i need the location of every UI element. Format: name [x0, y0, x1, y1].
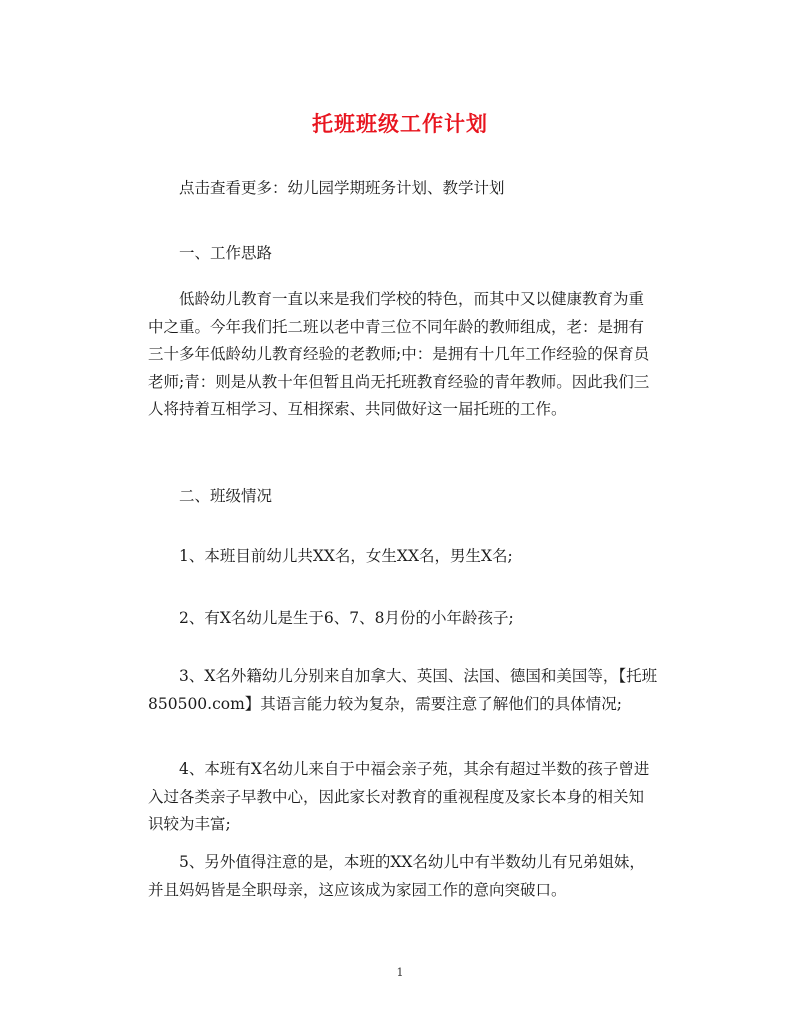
list-item-5: 5、另外值得注意的是，本班的XX名幼儿中有半数幼儿有兄弟姐妹，并且妈妈皆是全职母亲，这应该成为家园工作的意向突破口。	[148, 853, 645, 899]
document-title: 托班班级工作计划	[312, 111, 488, 136]
section2-heading: 二、班级情况	[179, 487, 273, 505]
list-item-3: 3、X名外籍幼儿分别来自加拿大、英国、法国、德国和美国等，【托班850500.com】其语言能力较为复杂，需要注意了解他们的具体情况;	[148, 667, 658, 713]
list-item-4: 4、本班有X名幼儿来自于中福会亲子苑，其余有超过半数的孩子曾进入过各类亲子早教中心，因此家长对教育的重视程度及家长本身的相关知识较为丰富;	[148, 760, 650, 833]
section1-body: 低龄幼儿教育一直以来是我们学校的特色，而其中又以健康教育为重中之重。今年我们托二班以老中青三位不同年龄的教师组成，老：是拥有三十多年低龄幼儿教育经验的老教师;中：是拥有十几年工作经验的保育员老师;青：则是从教十年但暂且尚无托班教育经验的青年教师。因此我们三人将持着互相学习、互相探索、共同做好这一届托班的工作。	[148, 290, 650, 418]
list-item-1: 1、本班目前幼儿共XX名，女生XX名，男生X名;	[179, 547, 513, 565]
list-item-2: 2、有X名幼儿是生于6、7、8月份的小年龄孩子;	[179, 609, 514, 627]
section1-heading: 一、工作思路	[179, 244, 273, 262]
page-number: 1	[396, 966, 404, 979]
more-link[interactable]: 点击查看更多：幼儿园学期班务计划、教学计划	[179, 179, 505, 197]
